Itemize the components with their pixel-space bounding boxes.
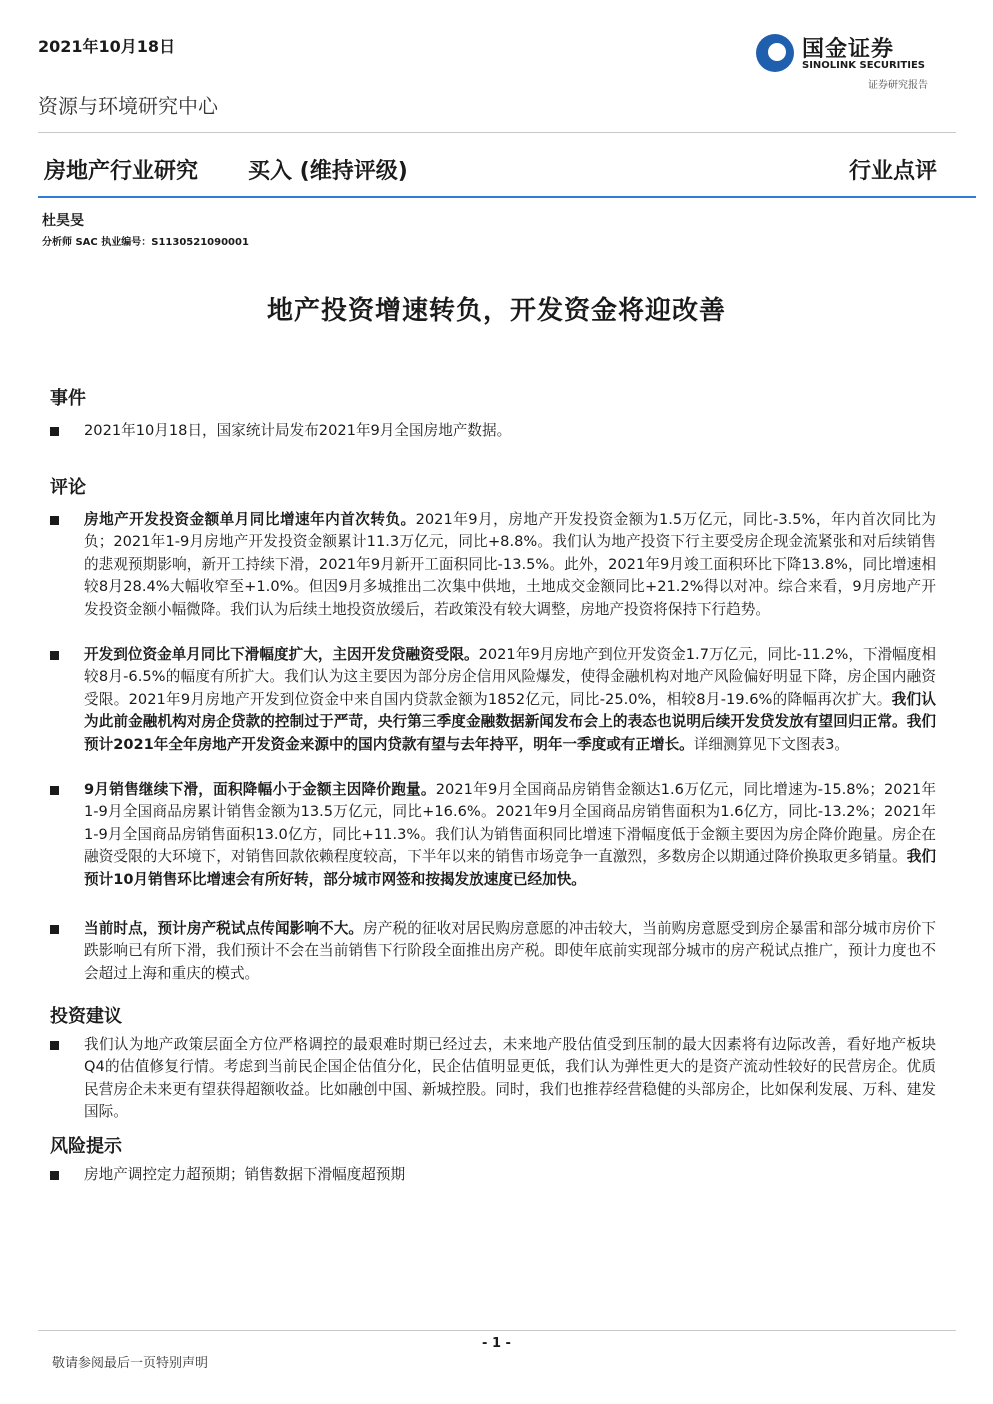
- comment-item-2: [84, 644, 936, 756]
- comment-1-text: 2021年9月，房地产开发投资金额为1.5万亿元，同比-3.5%，年内首次同比为负；2021年1-9月房地产开发投资金额累计11.3万亿元，同比+8.8%。我们认为地产投资下行主要受房企现金流紧张和对后续销售的悲观预期影响，新开工持续下滑，2021年9月新开工面积同比-13.5%。此外，2021年9月竣工面积环比下降13.8%，同比增速相较8月28.4%大幅收窄至+1.0%。但因9月多城推出二次集中供地，土地成交金额同比+21.2%得以对冲。综合来看，9月房地产开发投资金额小幅微降。我们认为后续土地投资放缓后，若政策没有较大调整，房地产投资将保持下行趋势。: [84, 511, 936, 618]
- research-center: 资源与环境研究中心: [38, 94, 218, 118]
- blue-divider: [38, 196, 976, 198]
- sinolink-logo: [754, 30, 954, 90]
- logo-sub: 证券研究报告: [868, 80, 928, 91]
- analyst-sac: 分析师 SAC 执业编号：S1130521090001: [42, 237, 249, 248]
- logo-mark-icon: [756, 34, 794, 72]
- comment-item-1: [84, 509, 936, 621]
- comment-3-bold: 9月销售继续下滑，面积降幅小于金额主因降价跑量。: [84, 781, 436, 798]
- report-date: 2021年10月18日: [38, 37, 176, 56]
- bullet-icon: [50, 925, 62, 937]
- bullet-icon: [50, 427, 62, 439]
- bullet-icon: [50, 1041, 62, 1053]
- footer-divider: [38, 1330, 956, 1331]
- section-heading-event: 事件: [50, 388, 86, 409]
- industry-label: 房地产行业研究: [44, 159, 199, 184]
- comment-3-text: 2021年9月全国商品房销售金额达1.6万亿元，同比增速为-15.8%；2021年1-9月全国商品房累计销售金额为13.5万亿元，同比+16.6%。2021年9月全国商品房销售面积为1.6亿方，同比-13.2%；2021年1-9月全国商品房销售面积13.0亿方，同比+11.3%。我们认为销售面积同比增速下滑幅度低于金额主要因为房企降价跑量。房企在融资受限的大环境下，对销售回款依赖程度较高，下半年以来的销售市场竞争一直激烈，多数房企以期通过降价换取更多销量。: [84, 781, 936, 866]
- advice-item: 我们认为地产政策层面全方位严格调控的最艰难时期已经过去，未来地产股估值受到压制的最大因素将有边际改善，看好地产板块Q4的估值修复行情。考虑到当前民企国企估值分化，民企估值明显更低，我们认为弹性更大的是资产流动性较好的民营房企。优质民营房企未来更有望获得超额收益。比如融创中国、新城控股。同时，我们也推荐经营稳健的头部房企，比如保利发展、万科、建发国际。: [84, 1036, 936, 1121]
- comment-2-bold-2: 我们认为此前金融机构对房企贷款的控制过于严苛，央行第三季度金融数据新闻发布会上的表态也说明后续开发贷发放有望回归正常。我们预计2021年全年房地产开发资金来源中的国内贷款有望与去年持平，明年一季度或有正增长。: [84, 690, 936, 753]
- section-heading-comment: 评论: [50, 477, 86, 498]
- comment-4-bold: 当前时点，预计房产税试点传闻影响不大。: [84, 920, 364, 937]
- header-divider: [38, 132, 956, 133]
- comment-3-bold-2: 我们预计10月销售环比增速会有所好转，部分城市网签和按揭发放速度已经加快。: [84, 848, 936, 888]
- comment-item-4: [84, 918, 936, 985]
- comment-item-3: [84, 779, 936, 891]
- section-heading-risk: 风险提示: [50, 1136, 122, 1157]
- logo-cn: 国金证券: [802, 37, 895, 62]
- comment-2-text-2: 详细测算见下文图表3。: [693, 735, 850, 753]
- rating-label: 买入 (维持评级): [248, 159, 408, 184]
- bullet-icon: [50, 786, 62, 798]
- bullet-icon: [50, 1171, 62, 1183]
- event-item: 2021年10月18日，国家统计局发布2021年9月全国房地产数据。: [84, 422, 512, 439]
- logo-en: SINOLINK SECURITIES: [802, 60, 925, 71]
- footer-note: 敬请参阅最后一页特别声明: [52, 1356, 209, 1371]
- risk-item: 房地产调控定力超预期；销售数据下滑幅度超预期: [84, 1166, 406, 1183]
- report-title: 地产投资增速转负，开发资金将迎改善: [266, 296, 726, 326]
- comment-1-bold: 房地产开发投资金额单月同比增速年内首次转负。: [84, 511, 416, 528]
- page-number: - 1 -: [482, 1336, 511, 1351]
- comment-4-text: 房产税的征收对居民购房意愿的冲击较大，当前购房意愿受到房企暴雷和部分城市房价下跌影响已有所下滑，我们预计不会在当前销售下行阶段全面推出房产税。即使年底前实现部分城市的房产税试点推广，预计力度也不会超过上海和重庆的模式。: [84, 920, 936, 982]
- report-type: 行业点评: [848, 159, 937, 184]
- analyst-name: 杜昊旻: [42, 213, 84, 229]
- section-heading-advice: 投资建议: [50, 1006, 122, 1027]
- comment-2-text: 2021年9月房地产到位开发资金1.7万亿元，同比-11.2%，下滑幅度相较8月-6.5%的幅度有所扩大。我们认为这主要因为部分房企信用风险爆发，使得金融机构对地产风险偏好明显下降，房企国内融资受限。2021年9月房地产开发到位资金中来自国内贷款金额为1852亿元，同比-25.0%，相较8月-19.6%的降幅再次扩大。: [84, 646, 936, 708]
- comment-2-bold: 开发到位资金单月同比下滑幅度扩大，主因开发贷融资受限。: [84, 646, 479, 663]
- bullet-icon: [50, 651, 62, 663]
- bullet-icon: [50, 516, 62, 528]
